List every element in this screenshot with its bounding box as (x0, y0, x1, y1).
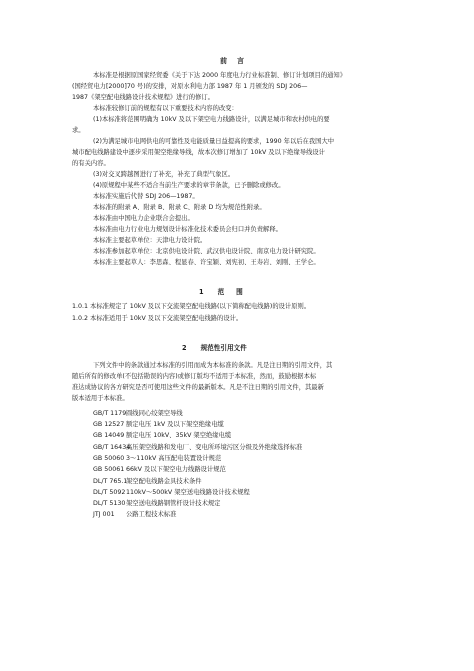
section-number: 1 (199, 288, 204, 296)
reference-title: 圆线同心绞架空导线 (126, 410, 183, 417)
reference-title: 3～110kV 高压配电装置设计规范 (126, 455, 222, 462)
reference-item (93, 432, 231, 440)
foreword-line: 城市配电线路建设中逐步采用架空绝缘导线，故本次修订增加了 10kV 及以下绝缘导线设计 (72, 149, 325, 156)
section-2-heading (182, 342, 247, 352)
foreword-line: 本标准实施后代替 SDJ 206—1987。 (93, 193, 199, 200)
reference-item (93, 511, 176, 519)
foreword-line: 本标准的附录 A、附录 B、附录 C、附录 D 均为规范性附录。 (93, 204, 266, 211)
section-title: 范围 (217, 288, 255, 296)
foreword-line: 本标准是根据原国家经贸委《关于下达 2000 年度电力行业标准制、修订计划项目的通知》 (93, 72, 347, 79)
clause-line: 1.0.2 本标准适用于 10kV 及以下交流架空配电线路的设计。 (72, 315, 243, 322)
reference-code: DL/T 765.1 (93, 478, 128, 485)
reference-item (93, 421, 224, 429)
reference-code: GB/T 16434 (93, 444, 131, 451)
section-number: 2 (182, 344, 187, 352)
section-2-line: 下列文件中的条款通过本标准的引用而成为本标准的条款。凡是注日期的引用文件，其 (93, 362, 333, 369)
reference-code: GB 50060 (93, 455, 125, 462)
reference-code: DL/T 5092 (93, 489, 126, 496)
foreword-line: (3)对交叉跨越图进行了补充，补充了典型气象区。 (93, 171, 235, 178)
section-title: 规范性引用文件 (200, 344, 247, 352)
section-2-line: 版本适用于本标准。 (72, 395, 129, 402)
reference-item (93, 444, 302, 452)
foreword-line: (2)为满足城市电网供电的可靠性及电能质量日益提高的要求，1990 年以后在我国大中 (93, 138, 335, 145)
reference-item (93, 410, 183, 418)
reference-code: JTJ 001 (93, 511, 115, 518)
foreword-line: 本标准由电力行业电力规划设计标准化技术委员会归口并负责解释。 (93, 226, 282, 233)
reference-item (93, 466, 226, 474)
foreword-line: 本标准参加起草单位：北京供电设计院、武汉供电设计院、南京电力设计研究院。 (93, 248, 320, 255)
section-2-line: 随后所有的修改单(不包括勘误的内容)或修订版均不适用于本标准，然而，鼓励根据本标 (72, 373, 317, 380)
reference-title: 额定电压 10kV、35kV 架空绝缘电缆 (126, 432, 232, 439)
reference-code: GB 50061 (93, 466, 125, 473)
reference-title: 公路工程技术标准 (126, 511, 177, 518)
reference-title: 架空配电线路金具技术条件 (126, 478, 202, 485)
foreword-line: 求。 (72, 127, 85, 134)
reference-code: GB/T 1179 (93, 410, 127, 417)
foreword-line: 本标准主要起草单位：天津电力设计院。 (93, 237, 207, 244)
reference-title: 架空送电线路钢管杆设计技术规定 (126, 500, 221, 507)
foreword-line: (1)本标准将范围明确为 10kV 及以下架空电力线路设计，以满足城市和农村供电的要 (93, 116, 330, 123)
foreword-line: 的有关内容。 (72, 160, 110, 167)
clause-line: 1.0.1 本标准规定了 10kV 及以下交流架空配电线路(以下简称配电线路)的设计原则。 (72, 303, 311, 310)
reference-title: 66kV 及以下架空电力线路设计规范 (126, 466, 226, 473)
section-2-line: 准达成协议的各方研究是否可使用这些文件的最新版本。凡是不注日期的引用文件，其最新 (72, 384, 324, 391)
foreword-line: 本标准主要起草人：李思森、程显春、许宝颖、刘宪初、王寿岩、刘刚、王学仑。 (93, 259, 320, 266)
foreword-title: 前言 (220, 57, 254, 65)
reference-item (93, 500, 220, 508)
foreword-line: (4)原规程中某些不适合当前生产要求的章节条款，已予删除或修改。 (93, 182, 285, 189)
reference-code: GB 12527 (93, 421, 125, 428)
reference-title: 额定电压 1kV 及以下架空绝缘电缆 (126, 421, 224, 428)
reference-item (93, 489, 250, 497)
reference-code: GB 14049 (93, 432, 125, 439)
foreword-line: 本标准较修订前的规程有以下重要技术内容的改变： (93, 105, 238, 112)
foreword-line: (国经贸电力[2000]70 号)的安排，对原水利电力部 1987 年 1 月颁发的 SDJ 206— (72, 83, 308, 90)
reference-code: DL/T 5130 (93, 500, 126, 507)
reference-item (93, 478, 202, 486)
section-1-heading (199, 286, 255, 296)
foreword-line: 本标准由中国电力企业联合会提出。 (93, 215, 194, 222)
reference-title: 高压架空线路和发电厂、变电所环境污区分级及外绝缘选择标准 (126, 444, 303, 451)
foreword-line: 1987《架空配电线路设计技术规程》进行的修订。 (72, 94, 214, 101)
reference-item (93, 455, 221, 463)
reference-title: 110kV～500kV 架空送电线路设计技术规程 (126, 489, 250, 496)
